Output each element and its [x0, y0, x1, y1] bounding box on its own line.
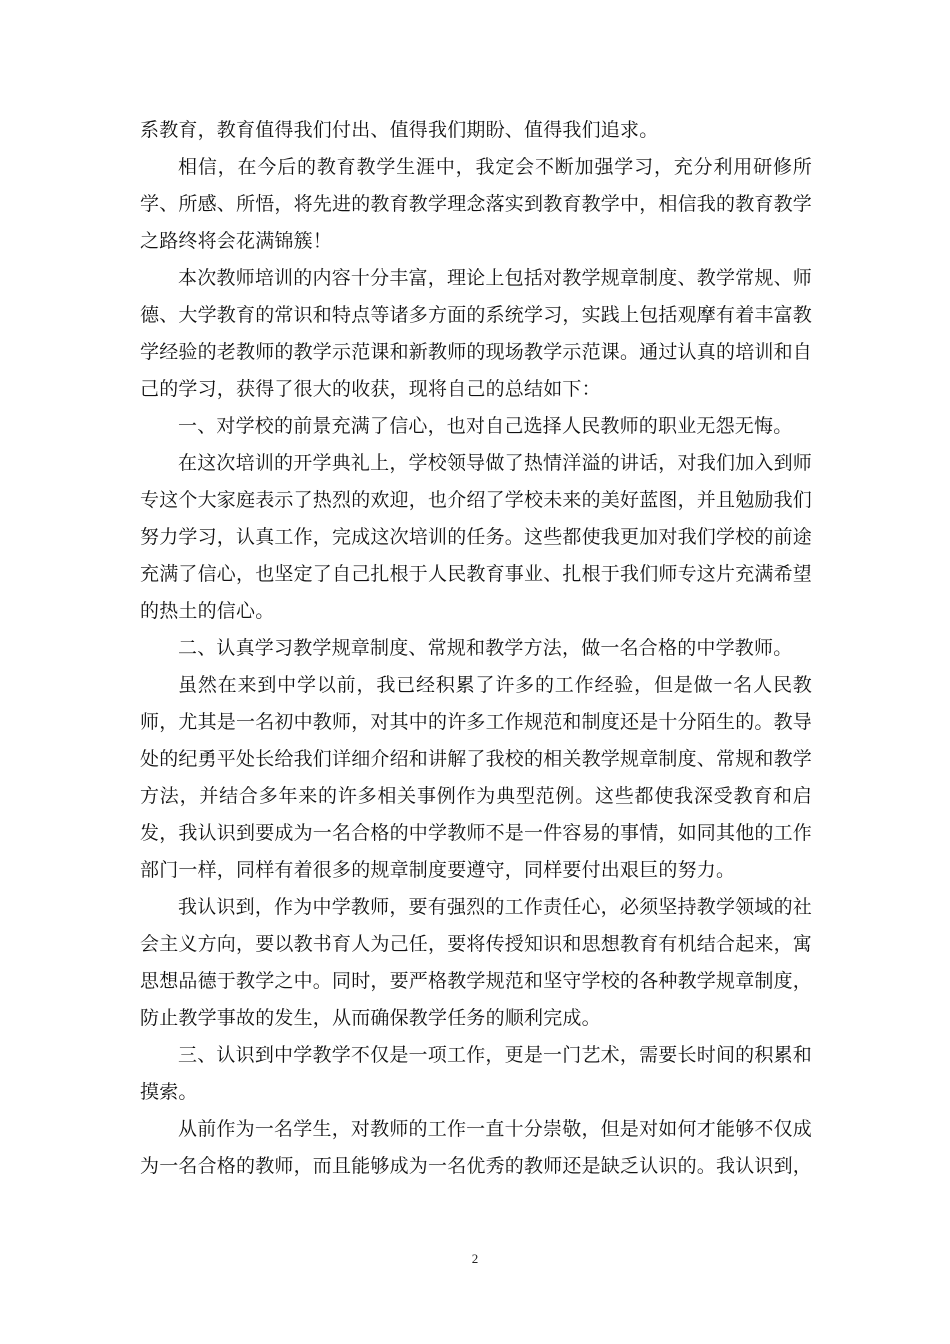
section-heading: 三、认识到中学教学不仅是一项工作，更是一门艺术，需要长时间的积累和摸索。 [140, 1044, 812, 1103]
section-heading: 二、认真学习教学规章制度、常规和教学方法，做一名合格的中学教师。 [178, 637, 793, 659]
paragraph: 虽然在来到中学以前，我已经积累了许多的工作经验，但是做一名人民教师，尤其是一名初中教师，对其中的许多工作规范和制度还是十分陌生的。教导处的纪勇平处长给我们详细介绍和讲解了我校的相关教学规章制度、常规和教学方法，并结合多年来的许多相关事例作为典型范例。这些都使我深受教育和启发，我认识到要成为一名合格的中学教师不是一件容易的事情，如同其他的工作部门一样，同样有着很多的规章制度要遵守，同样要付出艰巨的努力。 [140, 674, 813, 881]
section-heading: 一、对学校的前景充满了信心，也对自己选择人民教师的职业无怨无悔。 [178, 415, 793, 437]
paragraph: 在这次培训的开学典礼上，学校领导做了热情洋溢的讲话，对我们加入到师专这个大家庭表示了热烈的欢迎，也介绍了学校未来的美好蓝图，并且勉励我们努力学习，认真工作，完成这次培训的任务。这些都使我更加对我们学校的前途充满了信心，也坚定了自己扎根于人民教育事业、扎根于我们师专这片充满希望的热土的信心。 [140, 452, 813, 622]
page-number: 2 [471, 1251, 479, 1266]
paragraph-continuation: 系教育，教育值得我们付出、值得我们期盼、值得我们追求。 [140, 119, 659, 141]
paragraph: 相信，在今后的教育教学生涯中，我定会不断加强学习，充分利用研修所学、所感、所悟，将先进的教育教学理念落实到教育教学中，相信我的教育教学之路终将会花满锦簇！ [140, 156, 813, 252]
paragraph: 本次教师培训的内容十分丰富，理论上包括对教学规章制度、教学常规、师德、大学教育的常识和特点等诸多方面的系统学习，实践上包括观摩有着丰富教学经验的老教师的教学示范课和新教师的现场教学示范课。通过认真的培训和自己的学习，获得了很大的收获，现将自己的总结如下： [140, 267, 813, 400]
paragraph: 从前作为一名学生，对教师的工作一直十分崇敬，但是对如何才能够不仅成为一名合格的教师，而且能够成为一名优秀的教师还是缺乏认识的。我认识到， [140, 1118, 813, 1177]
paragraph: 我认识到，作为中学教师，要有强烈的工作责任心，必须坚持教学领域的社会主义方向，要以教书育人为己任，要将传授知识和思想教育有机结合起来，寓思想品德于教学之中。同时，要严格教学规范和坚守学校的各种教学规章制度，防止教学事故的发生，从而确保教学任务的顺利完成。 [140, 896, 813, 1029]
document-body [140, 112, 812, 1185]
